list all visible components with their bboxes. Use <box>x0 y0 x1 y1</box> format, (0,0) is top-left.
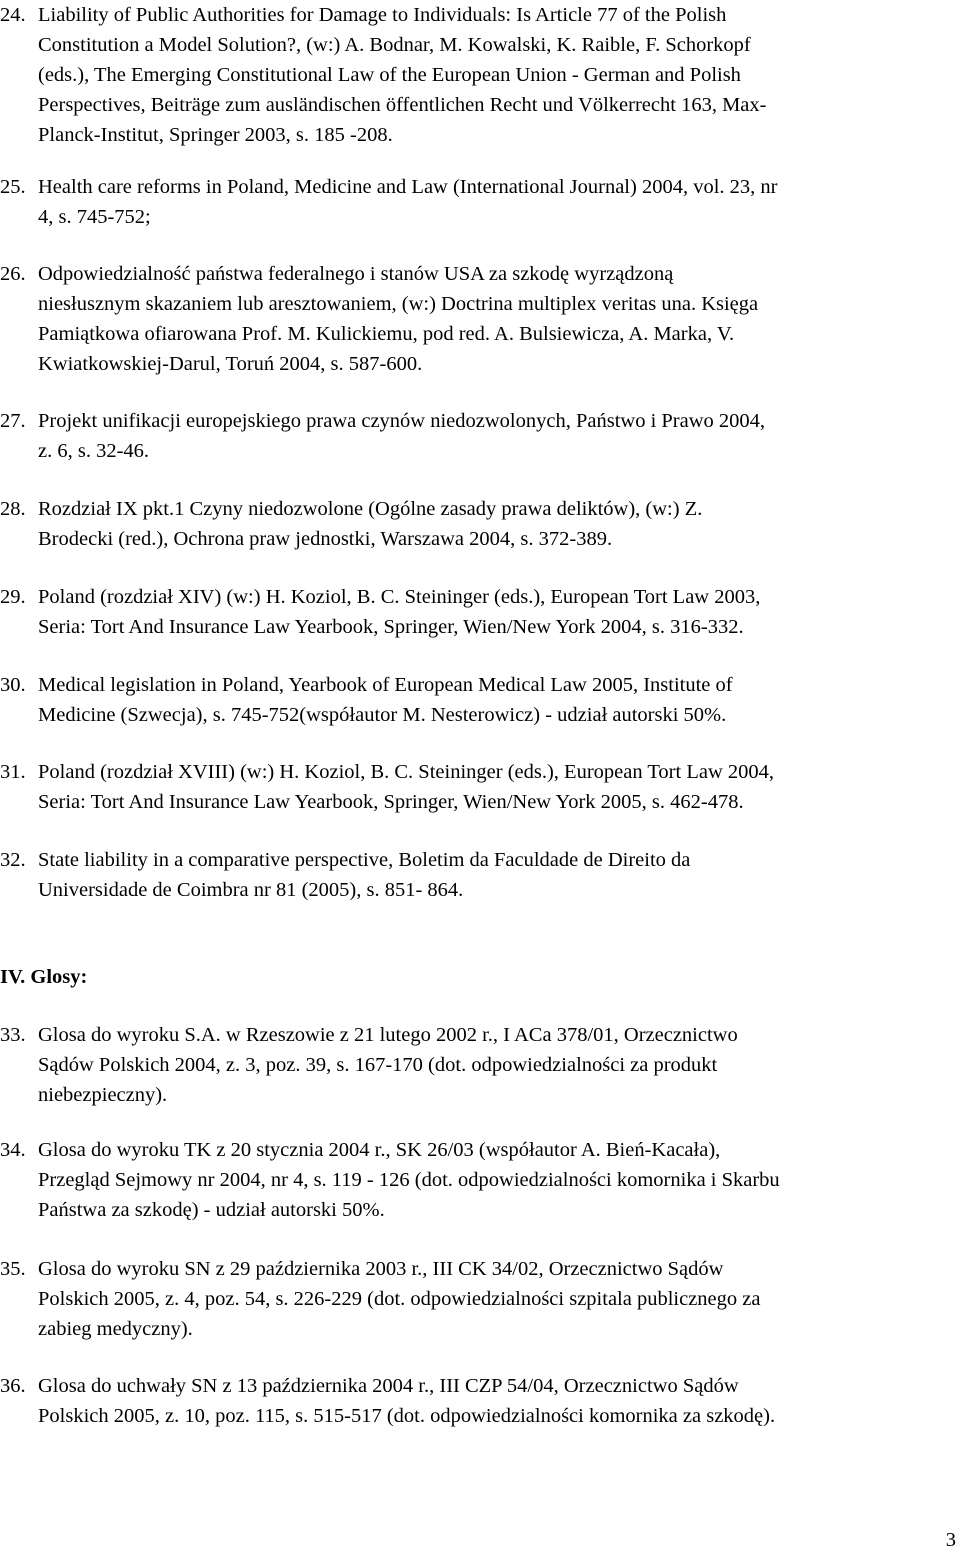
entry-text: Liability of Public Authorities for Damage to Individuals: Is Article 77 of the Polish <box>38 4 727 26</box>
entry-text: Health care reforms in Poland, Medicine and Law (International Journal) 2004, vol. 23, nr <box>38 176 778 198</box>
entry-line <box>0 1371 950 1401</box>
entry-line: (eds.), The Emerging Constitutional Law of the European Union - German and Polish <box>38 64 741 86</box>
bibliography-entry-30 <box>0 670 950 730</box>
page-number: 3 <box>945 1529 956 1551</box>
entry-line <box>0 670 950 700</box>
entry-line: z. 6, s. 32-46. <box>38 440 150 462</box>
entry-line: Seria: Tort And Insurance Law Yearbook, Springer, Wien/New York 2005, s. 462-478. <box>38 791 744 813</box>
bibliography-entry-28 <box>0 494 950 554</box>
entry-line: 4, s. 745-752; <box>38 206 151 228</box>
entry-line <box>0 172 950 202</box>
entry-line: Polskich 2005, z. 4, poz. 54, s. 226-229 (dot. odpowiedzialności szpitala publicznego za <box>38 1288 761 1310</box>
entry-line <box>0 0 950 30</box>
entry-line: Państwa za szkodę) - udział autorski 50%. <box>38 1199 385 1221</box>
entry-text: Medical legislation in Poland, Yearbook of European Medical Law 2005, Institute of <box>38 674 733 696</box>
entry-text: Projekt unifikacji europejskiego prawa czynów niedozwolonych, Państwo i Prawo 2004, <box>38 410 766 432</box>
entry-line <box>0 757 950 787</box>
bibliography-entry-25 <box>0 172 950 232</box>
entry-line: niebezpieczny). <box>38 1084 168 1106</box>
entry-line <box>0 845 950 875</box>
section-heading: IV. Glosy: <box>0 966 88 988</box>
entry-number: 30. <box>0 674 26 696</box>
entry-line: Perspectives, Beiträge zum ausländischen öffentlichen Recht und Völkerrecht 163, Max- <box>38 94 767 116</box>
entry-text: Glosa do wyroku SN z 29 października 2003 r., III CK 34/02, Orzecznictwo Sądów <box>38 1258 724 1280</box>
entry-line: Brodecki (red.), Ochrona praw jednostki, Warszawa 2004, s. 372-389. <box>38 528 613 550</box>
entry-number: 33. <box>0 1024 26 1046</box>
entry-line <box>0 1020 950 1050</box>
entry-number: 28. <box>0 498 26 520</box>
entry-line: Universidade de Coimbra nr 81 (2005), s. 851- 864. <box>38 879 464 901</box>
entry-line <box>0 406 950 436</box>
entry-text: Poland (rozdział XVIII) (w:) H. Koziol, B. C. Steininger (eds.), European Tort Law 2004, <box>38 761 775 783</box>
entry-number: 34. <box>0 1139 26 1161</box>
entry-text: Glosa do wyroku S.A. w Rzeszowie z 21 lutego 2002 r., I ACa 378/01, Orzecznictwo <box>38 1024 738 1046</box>
bibliography-entry-36 <box>0 1371 950 1431</box>
entry-line: Planck-Institut, Springer 2003, s. 185 -208. <box>38 124 393 146</box>
bibliography-entry-32 <box>0 845 950 905</box>
entry-number: 25. <box>0 176 26 198</box>
entry-number: 31. <box>0 761 26 783</box>
entry-line: Sądów Polskich 2004, z. 3, poz. 39, s. 167-170 (dot. odpowiedzialności za produkt <box>38 1054 718 1076</box>
entry-text: Odpowiedzialność państwa federalnego i stanów USA za szkodę wyrządzoną <box>38 263 674 285</box>
entry-line <box>0 582 950 612</box>
bibliography-entry-34 <box>0 1135 950 1225</box>
entry-line: niesłusznym skazaniem lub aresztowaniem, (w:) Doctrina multiplex veritas una. Księga <box>38 293 759 315</box>
entry-line: Seria: Tort And Insurance Law Yearbook, Springer, Wien/New York 2004, s. 316-332. <box>38 616 744 638</box>
entry-number: 35. <box>0 1258 26 1280</box>
bibliography-entry-26 <box>0 259 950 379</box>
entry-number: 36. <box>0 1375 26 1397</box>
entry-line <box>0 1254 950 1284</box>
entry-number: 26. <box>0 263 26 285</box>
entry-line: Medicine (Szwecja), s. 745-752(współautor M. Nesterowicz) - udział autorski 50%. <box>38 704 727 726</box>
entry-line <box>0 1135 950 1165</box>
entry-text: Poland (rozdział XIV) (w:) H. Koziol, B. C. Steininger (eds.), European Tort Law 2003, <box>38 586 761 608</box>
entry-line <box>0 494 950 524</box>
entry-text: Glosa do uchwały SN z 13 października 2004 r., III CZP 54/04, Orzecznictwo Sądów <box>38 1375 739 1397</box>
entry-text: Glosa do wyroku TK z 20 stycznia 2004 r., SK 26/03 (współautor A. Bień-Kacała), <box>38 1139 721 1161</box>
bibliography-entry-29 <box>0 582 950 642</box>
entry-line <box>0 259 950 289</box>
bibliography-entry-35 <box>0 1254 950 1344</box>
entry-line: Constitution a Model Solution?, (w:) A. Bodnar, M. Kowalski, K. Raible, F. Schorkopf <box>38 34 751 56</box>
bibliography-entry-31 <box>0 757 950 817</box>
entry-text: State liability in a comparative perspective, Boletim da Faculdade de Direito da <box>38 849 691 871</box>
entry-number: 24. <box>0 4 26 26</box>
entry-line: Polskich 2005, z. 10, poz. 115, s. 515-517 (dot. odpowiedzialności komornika za szkodę). <box>38 1405 776 1427</box>
bibliography-entry-33 <box>0 1020 950 1110</box>
entry-number: 32. <box>0 849 26 871</box>
bibliography-entry-24 <box>0 0 950 150</box>
entry-line: Pamiątkowa ofiarowana Prof. M. Kulickiemu, pod red. A. Bulsiewicza, A. Marka, V. <box>38 323 735 345</box>
entry-number: 29. <box>0 586 26 608</box>
entry-text: Rozdział IX pkt.1 Czyny niedozwolone (Ogólne zasady prawa deliktów), (w:) Z. <box>38 498 703 520</box>
entry-line: Kwiatkowskiej-Darul, Toruń 2004, s. 587-600. <box>38 353 423 375</box>
entry-line: zabieg medyczny). <box>38 1318 193 1340</box>
entry-number: 27. <box>0 410 26 432</box>
entry-line: Przegląd Sejmowy nr 2004, nr 4, s. 119 - 126 (dot. odpowiedzialności komornika i Skarbu <box>38 1169 780 1191</box>
bibliography-entry-27 <box>0 406 950 466</box>
